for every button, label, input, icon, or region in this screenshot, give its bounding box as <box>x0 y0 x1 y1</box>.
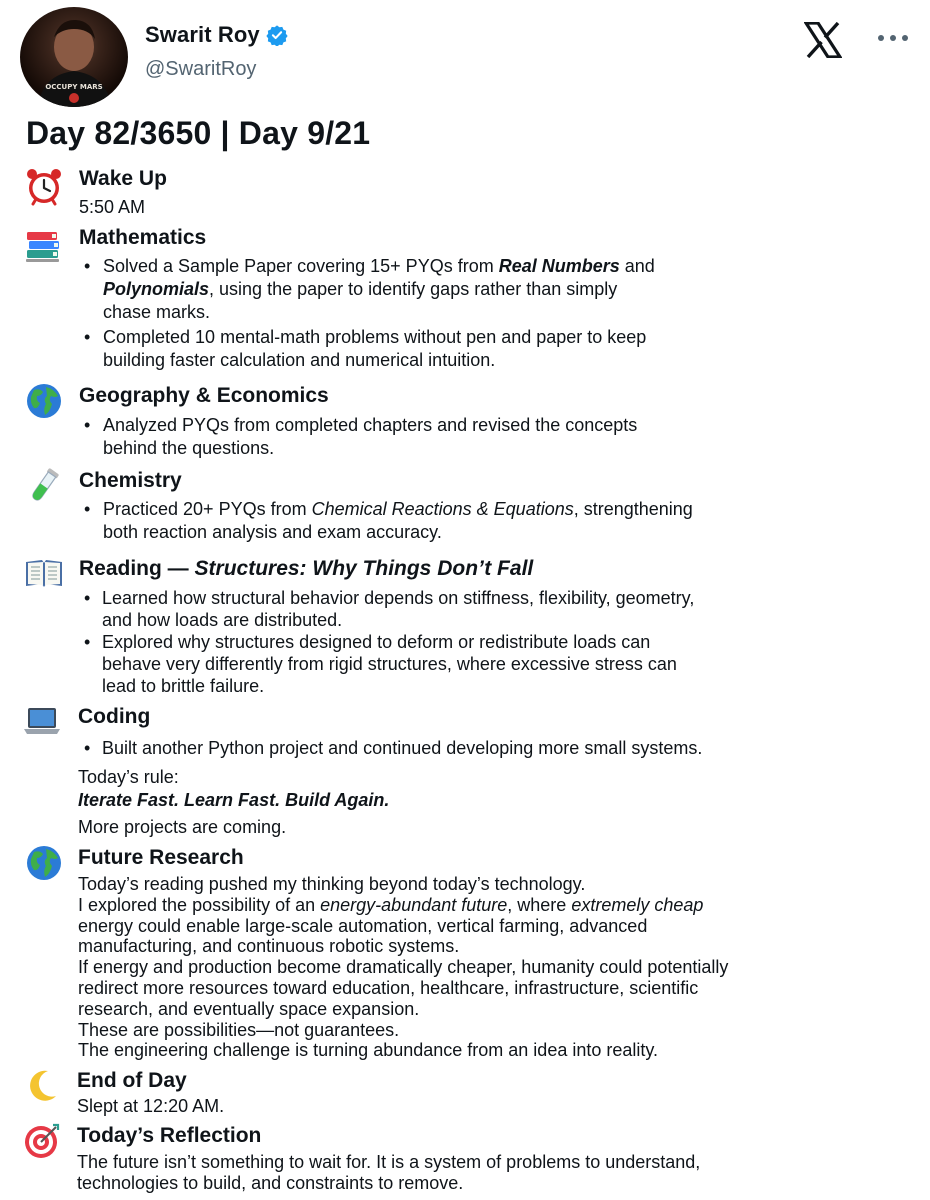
bullet: • <box>84 415 91 435</box>
bullet: • <box>84 738 91 758</box>
coding-rule-label: Today’s rule: <box>78 767 179 787</box>
research-line-6: redirect more resources toward education, healthcare, infrastructure, scientific <box>78 978 699 998</box>
coding-heading: Coding <box>78 705 151 728</box>
math-bullet-1-line-2: Polynomials, using the paper to identify gaps rather than simply <box>103 279 618 299</box>
research-line-3: energy could enable large-scale automation, vertical farming, advanced <box>78 916 648 936</box>
test-tube-icon <box>24 466 64 506</box>
laptop-icon <box>22 701 62 741</box>
coding-rule: Iterate Fast. Learn Fast. Build Again. <box>78 790 390 810</box>
reflection-line-2: technologies to build, and constraints to remove. <box>77 1173 464 1193</box>
author-name-row <box>145 22 288 48</box>
bullet: • <box>84 327 91 347</box>
end-of-day-text: Slept at 12:20 AM. <box>77 1096 225 1116</box>
books-icon <box>24 226 64 266</box>
reading-bullet-2-line-3: lead to brittle failure. <box>102 676 265 696</box>
geo-bullet-1-line-1: Analyzed PYQs from completed chapters and revised the concepts <box>103 415 638 435</box>
mathematics-heading: Mathematics <box>79 226 207 249</box>
coding-more: More projects are coming. <box>78 817 287 837</box>
reading-bullet-2-line-2: behave very differently from rigid structures, where excessive stress can <box>102 654 677 674</box>
reading-bullet-1-line-1: Learned how structural behavior depends on stiffness, flexibility, geometry, <box>102 588 695 608</box>
chem-bullet-1-line-2: both reaction analysis and exam accuracy. <box>103 522 442 542</box>
reflection-line-1: The future isn’t something to wait for. It is a system of problems to understand, <box>77 1152 701 1172</box>
avatar-shirt-text: OCCUPY MARS <box>45 83 103 91</box>
math-bullet-2-line-1: Completed 10 mental-math problems without pen and paper to keep <box>103 327 647 347</box>
reading-bullet-2-line-1: Explored why structures designed to deform or redistribute loads can <box>102 632 651 652</box>
geography-economics-heading: Geography & Economics <box>79 384 329 407</box>
math-bullet-2-line-2: building faster calculation and numerical intuition. <box>103 350 496 370</box>
end-of-day-heading: End of Day <box>77 1069 187 1092</box>
research-line-8: These are possibilities—not guarantees. <box>78 1020 400 1040</box>
reflection-heading: Today’s Reflection <box>77 1124 262 1147</box>
future-research-heading: Future Research <box>78 846 244 869</box>
wake-up-heading: Wake Up <box>79 167 167 190</box>
bullet: • <box>84 256 91 276</box>
research-line-5: If energy and production become dramatically cheaper, humanity could potentially <box>78 957 729 977</box>
alarm-clock-icon <box>24 166 64 206</box>
bullet: • <box>84 499 91 519</box>
research-line-9: The engineering challenge is turning abundance from an idea into reality. <box>78 1040 659 1060</box>
bullet: • <box>84 632 91 652</box>
reading-bullet-1-line-2: and how loads are distributed. <box>102 610 343 630</box>
direct-hit-target-icon <box>22 1121 62 1161</box>
research-line-1: Today’s reading pushed my thinking beyond today’s technology. <box>78 874 586 894</box>
post-header <box>0 0 930 115</box>
author-handle[interactable]: @SwaritRoy <box>145 58 257 80</box>
avatar[interactable] <box>20 7 128 107</box>
x-logo-icon <box>804 22 842 58</box>
wake-up-time: 5:50 AM <box>79 197 146 217</box>
globe-icon <box>24 843 64 883</box>
globe-icon <box>24 381 64 421</box>
author-name[interactable]: Swarit Roy <box>145 22 260 47</box>
math-bullet-1-line-3: chase marks. <box>103 302 211 322</box>
research-line-2: I explored the possibility of an energy-abundant future, where extremely cheap <box>78 895 704 915</box>
reading-heading: Reading — Structures: Why Things Don’t Fall <box>79 557 534 580</box>
verified-badge-icon <box>266 24 288 46</box>
math-bullet-1-line-1: Solved a Sample Paper covering 15+ PYQs from Real Numbers and <box>103 256 655 276</box>
bullet: • <box>84 588 91 608</box>
open-book-icon <box>24 553 64 593</box>
geo-bullet-1-line-2: behind the questions. <box>103 438 275 458</box>
chemistry-heading: Chemistry <box>79 469 182 492</box>
coding-bullet-1: Built another Python project and continued developing more small systems. <box>102 738 703 758</box>
crescent-moon-icon <box>22 1066 62 1106</box>
research-line-4: manufacturing, and continuous robotic systems. <box>78 936 460 956</box>
research-line-7: research, and eventually space expansion. <box>78 999 420 1019</box>
post-title: Day 82/3650 | Day 9/21 <box>26 115 371 151</box>
more-options-icon[interactable] <box>876 28 910 48</box>
chem-bullet-1-line-1: Practiced 20+ PYQs from Chemical Reactions & Equations, strengthening <box>103 499 693 519</box>
